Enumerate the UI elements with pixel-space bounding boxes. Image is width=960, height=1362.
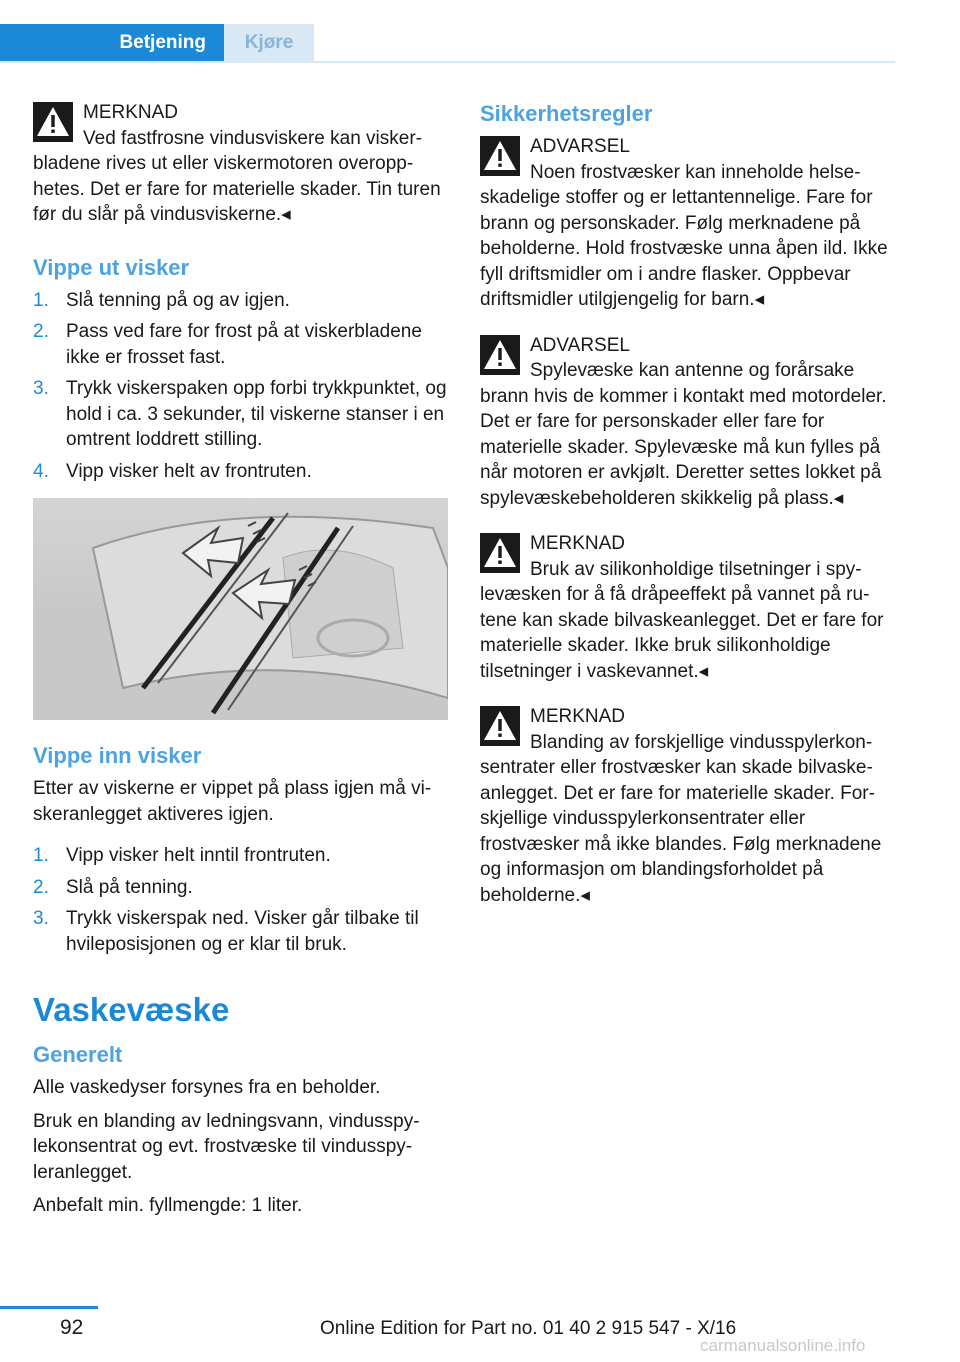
heading-vippe-inn: Vippe inn visker [33,743,202,768]
steps-vippe-ut [33,288,448,485]
header-divider [0,61,895,63]
list-item: 2. Pass ved fare for frost på at viskerbladene ikke er frosset fast. [33,321,422,368]
paragraph: Anbefalt min. fyllmengde: 1 liter. [33,1195,303,1216]
footer-divider [0,1306,98,1309]
warning-triangle-icon [480,136,520,176]
warning-triangle-icon [480,533,520,573]
heading-vippe-ut: Vippe ut visker [33,254,190,280]
list-item: 4. Vipp visker helt av frontruten. [33,460,312,482]
notice-title: ADVARSEL [530,334,630,356]
tab-betjening[interactable]: Betjening [0,24,224,62]
notice-title: MERKNAD [530,706,626,727]
list-item: 3. Trykk viskerspak ned. Visker går tilbake til hvileposisjonen og er klar til bruk. [33,908,419,955]
chapter-heading-vaskevaeske: Vaskevæske [33,991,230,1028]
notice-text: Blanding av forskjellige vindusspylerkonsentrater eller frostvæsker kan skade bilvaskeanlegget. Det er fare for materielle skader. Forskjellige vindusspylerkonsentrater eller frostvæsker må ikke blandes. Følg merknadene og informasjon om blandingsforholdet på beholderne.◂ [480,731,882,906]
notice-text: Noen frostvæsker kan inneholde helseskadelige stoffer og er lettantennelige. Fare for brann og personskader. Følg merknadene på beholderne. Hold frostvæske unna åpen ild. Ikke fyll driftsmidler om i andre flasker. Oppbevar driftsmidler utilgjengelig for barn.◂ [480,161,888,310]
warning-triangle-icon [480,706,520,746]
intro-vippe-inn: Etter av viskerne er vippet på plass igjen må viskeranlegget aktiveres igjen. [33,778,432,825]
warning-triangle-icon [33,102,73,142]
notice-merknad-2 [480,704,895,908]
page-header [0,0,960,64]
notice-advarsel-1 [480,134,895,313]
right-column [480,100,895,928]
list-item: 1. Slå tenning på og av igjen. [33,289,290,311]
page-number: 92 [60,1316,84,1339]
notice-text: Bruk av silikonholdige tilsetninger i spylevæsken for å få dråpeeffekt på vannet på rutene kan skade bilvaskeanlegget. Det er fare for materielle skader. Ikke bruk silikonholdige tilsetninger i vaskevannet.◂ [480,558,884,682]
list-item: 1. Vipp visker helt inntil frontruten. [33,845,331,866]
paragraph: Bruk en blanding av ledningsvann, vindusspylekonsentrat og evt. frostvæske til vindusspyleranlegget. [33,1110,420,1183]
paragraph: Alle vaskedyser forsynes fra en beholder. [33,1077,381,1098]
notice-title: MERKNAD [83,102,179,123]
heading-sikkerhetsregler: Sikkerhetsregler [480,101,653,126]
warning-triangle-icon [480,335,520,375]
notice-title: MERKNAD [530,533,626,554]
wiper-illustration [33,498,448,720]
left-column [33,100,448,1227]
list-item: 3. Trykk viskerspaken opp forbi trykkpunktet, og hold i ca. 3 sekunder, til viskerne stanser i en omtrent loddrett stilling. [33,378,447,450]
tab-kjore[interactable]: Kjøre [224,24,314,62]
list-item: 2. Slå på tenning. [33,876,193,898]
online-edition-text: Online Edition for Part no. 01 40 2 915 547 - X/16 [320,1318,737,1339]
notice-advarsel-2 [480,333,895,512]
watermark: carmanualsonline.info [700,1336,866,1355]
wiper-windshield-image [33,498,448,720]
heading-generelt: Generelt [33,1042,123,1067]
notice-text: Ved fastfrosne vindusviskere kan viskerbladene rives ut eller viskermotoren overopphetes. Det er fare for materielle skader. Tin turen før du slår på vindusviskerne.◂ [33,127,441,225]
notice-text: Spylevæske kan antenne og forårsake brann hvis de kommer i kontakt med motordeler. Det er fare for personskader eller fare for materielle skader. Spylevæske må kun fylles på når motoren er avkjølt. Deretter settes lokket på spylevæskebeholderen skikkelig på plass.◂ [480,360,887,509]
steps-vippe-inn [33,843,448,957]
notice-merknad-frost [33,100,448,228]
notice-merknad-1 [480,531,895,684]
notice-title: ADVARSEL [530,136,630,157]
